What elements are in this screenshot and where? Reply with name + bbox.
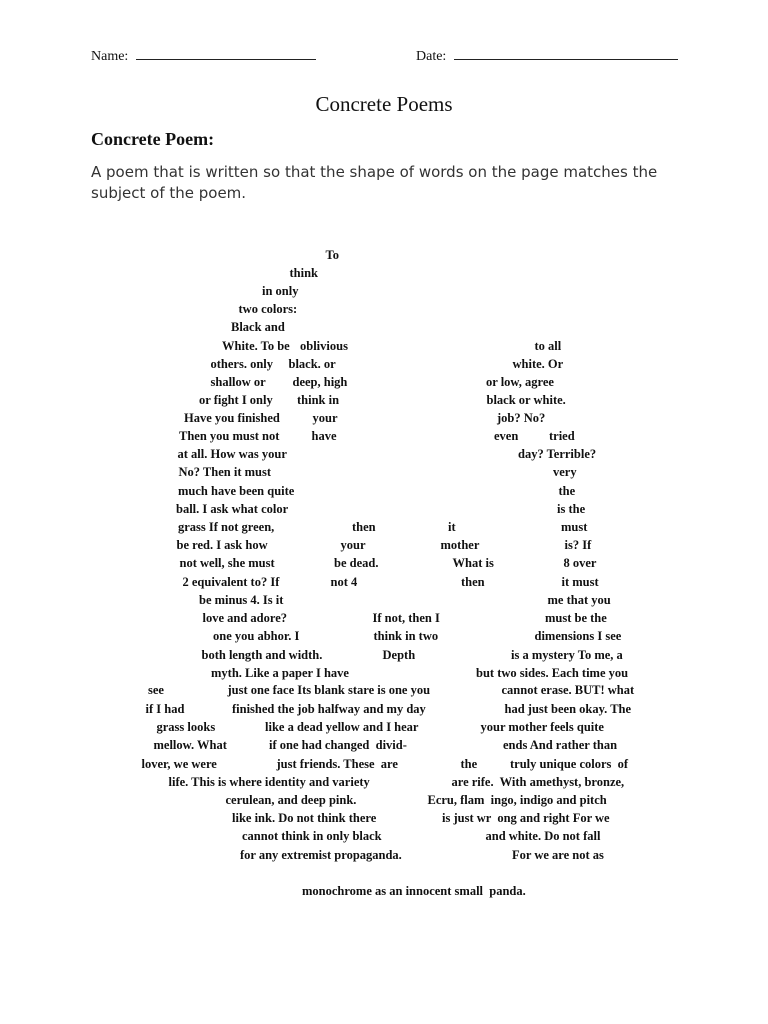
- poem-fragment: are rife. With amethyst, bronze,: [451, 775, 625, 789]
- date-label: Date:: [416, 49, 447, 64]
- poem-fragment: black or white.: [486, 393, 566, 407]
- poem-fragment: to all: [534, 339, 562, 353]
- poem-fragment: just friends. These are: [276, 757, 398, 771]
- poem-fragment: To: [325, 248, 339, 262]
- poem-fragment: see: [148, 683, 164, 697]
- poem-fragment: then: [461, 575, 485, 589]
- poem-fragment: For we are not as: [512, 848, 604, 862]
- poem-line: [0, 720, 768, 738]
- poem-line: [0, 484, 768, 502]
- poem-fragment: ball. I ask what color: [176, 502, 289, 516]
- poem-fragment: Ecru, flam ingo, indigo and pitch: [427, 793, 607, 807]
- poem-fragment: others. only: [210, 357, 273, 371]
- poem-fragment: is a mystery To me, a: [511, 648, 623, 662]
- poem-fragment: job? No?: [497, 411, 546, 425]
- poem-fragment: had just been okay. The: [504, 702, 632, 716]
- poem-fragment: think in: [297, 393, 340, 407]
- poem-fragment: is? If: [564, 538, 592, 552]
- poem-line: [0, 556, 768, 574]
- poem-fragment: love and adore?: [202, 611, 287, 625]
- poem-line: [0, 884, 768, 902]
- poem-fragment: oblivious: [300, 339, 348, 353]
- poem-line: [0, 538, 768, 556]
- poem-fragment: the: [558, 484, 576, 498]
- poem-fragment: at all. How was your: [177, 447, 287, 461]
- poem-line: [0, 284, 768, 302]
- section-heading: Concrete Poem:: [91, 129, 215, 149]
- poem-fragment: must: [561, 520, 588, 534]
- poem-fragment: or fight I only: [199, 393, 273, 407]
- poem-fragment: day? Terrible?: [518, 447, 597, 461]
- poem-fragment: very: [553, 465, 577, 479]
- poem-fragment: monochrome as an innocent small panda.: [302, 884, 526, 898]
- poem-fragment: two colors:: [238, 302, 298, 316]
- poem-fragment: not 4: [330, 575, 358, 589]
- poem-fragment: one you abhor. I: [213, 629, 300, 643]
- poem-fragment: if one had changed divid-: [269, 738, 407, 752]
- poem-fragment: No? Then it must: [178, 465, 271, 479]
- poem-fragment: dimensions I see: [534, 629, 622, 643]
- poem-fragment: your: [312, 411, 338, 425]
- poem-fragment: white. Or: [512, 357, 564, 371]
- poem-fragment: shallow or: [210, 375, 266, 389]
- poem-fragment: Black and: [231, 320, 285, 334]
- poem-fragment: is the: [557, 502, 586, 516]
- poem-line: [0, 393, 768, 411]
- poem-line: [0, 648, 768, 666]
- poem-fragment: mother: [440, 538, 480, 552]
- poem-fragment: for any extremist propaganda.: [240, 848, 402, 862]
- poem-fragment: me that you: [547, 593, 611, 607]
- poem-fragment: be red. I ask how: [176, 538, 268, 552]
- poem-line: [0, 357, 768, 375]
- poem-fragment: mellow. What: [153, 738, 227, 752]
- poem-fragment: cannot think in only black: [242, 829, 382, 843]
- poem-fragment: deep, high: [292, 375, 348, 389]
- poem-fragment: grass If not green,: [178, 520, 275, 534]
- poem-line: [0, 248, 768, 266]
- definition-text: A poem that is written so that the shape of words on the page matches the subject of the poem.: [91, 163, 658, 202]
- poem-fragment: be dead.: [334, 556, 379, 570]
- poem-fragment: White. To be: [222, 339, 290, 353]
- poem-fragment: ends And rather than: [503, 738, 618, 752]
- poem-fragment: If not, then I: [372, 611, 440, 625]
- poem-fragment: What is: [452, 556, 494, 570]
- poem-fragment: Then you must not: [179, 429, 280, 443]
- poem-fragment: life. This is where identity and variety: [168, 775, 370, 789]
- poem-fragment: like a dead yellow and I hear: [265, 720, 419, 734]
- poem-fragment: must be the: [545, 611, 607, 625]
- poem-line: [0, 848, 768, 866]
- poem-fragment: think in two: [373, 629, 439, 643]
- poem-fragment: even: [494, 429, 519, 443]
- poem-line: [0, 738, 768, 756]
- poem-fragment: cerulean, and deep pink.: [225, 793, 357, 807]
- poem-line: [0, 775, 768, 793]
- poem-line: [0, 702, 768, 720]
- poem-line: [0, 593, 768, 611]
- poem-line: [0, 266, 768, 284]
- poem-line: [0, 793, 768, 811]
- poem-fragment: your: [340, 538, 366, 552]
- poem-fragment: lover, we were: [141, 757, 217, 771]
- poem-line: [0, 411, 768, 429]
- poem-fragment: cannot erase. BUT! what: [501, 683, 635, 697]
- poem-fragment: if I had: [145, 702, 185, 716]
- poem-fragment: myth. Like a paper I have: [211, 666, 349, 680]
- poem-line: [0, 375, 768, 393]
- poem-line: [0, 575, 768, 593]
- poem-fragment: but two sides. Each time you: [476, 666, 629, 680]
- poem-fragment: just one face Its blank stare is one you: [227, 683, 431, 697]
- poem-fragment: much have been quite: [178, 484, 295, 498]
- poem-fragment: finished the job halfway and my day: [232, 702, 426, 716]
- poem-fragment: it must: [561, 575, 599, 589]
- poem-line: [0, 465, 768, 483]
- poem-line: [0, 429, 768, 447]
- poem-line: [0, 829, 768, 847]
- poem-fragment: grass looks: [156, 720, 216, 734]
- poem-line: [0, 683, 768, 701]
- poem-fragment: 2 equivalent to? If: [182, 575, 280, 589]
- poem-fragment: be minus 4. Is it: [199, 593, 284, 607]
- poem-line: [0, 629, 768, 647]
- poem-fragment: Have you finished: [184, 411, 280, 425]
- poem-fragment: Depth: [382, 648, 416, 662]
- poem-fragment: like ink. Do not think there: [232, 811, 377, 825]
- poem-fragment: both length and width.: [201, 648, 323, 662]
- poem-fragment: or low, agree: [486, 375, 554, 389]
- poem-fragment: black. or: [288, 357, 336, 371]
- poem-fragment: the: [460, 757, 478, 771]
- poem-line: [0, 666, 768, 684]
- poem-line: [0, 339, 768, 357]
- poem-line: [0, 320, 768, 338]
- poem-line: [0, 757, 768, 775]
- poem-fragment: and white. Do not fall: [485, 829, 601, 843]
- poem-fragment: have: [311, 429, 337, 443]
- poem-fragment: is just wr ong and right For we: [442, 811, 610, 825]
- poem-fragment: not well, she must: [179, 556, 275, 570]
- poem-line: [0, 447, 768, 465]
- poem-fragment: think: [289, 266, 318, 280]
- poem-fragment: your mother feels quite: [480, 720, 604, 734]
- poem-fragment: it: [448, 520, 456, 534]
- page-title: Concrete Poems: [315, 92, 453, 116]
- poem-fragment: then: [352, 520, 376, 534]
- poem-line: [0, 520, 768, 538]
- name-label: Name:: [91, 49, 129, 64]
- poem-line: [0, 611, 768, 629]
- poem-fragment: in only: [262, 284, 299, 298]
- poem-line: [0, 502, 768, 520]
- poem-fragment: 8 over: [563, 556, 597, 570]
- poem-line: [0, 302, 768, 320]
- poem-line: [0, 811, 768, 829]
- poem-fragment: truly unique colors of: [510, 757, 629, 771]
- poem-fragment: tried: [549, 429, 575, 443]
